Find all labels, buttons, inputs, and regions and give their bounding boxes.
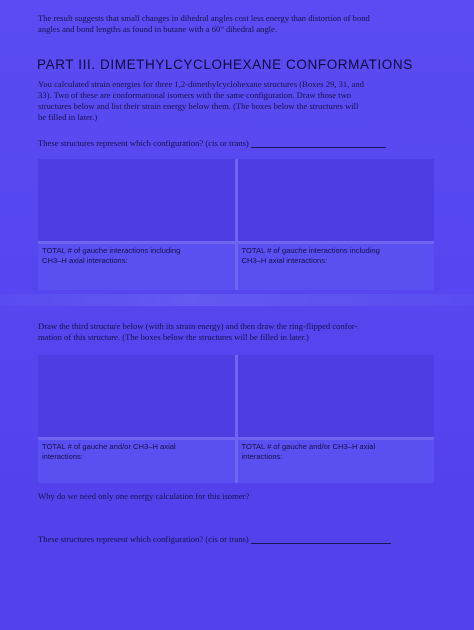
total-box-left-2[interactable] [38, 440, 235, 483]
question-3-text: These structures represent which configuration? (cis or trans) [38, 534, 249, 544]
total-right-2-line-1: TOTAL # of gauche and/or CH3–H axial [241, 442, 376, 451]
structure-box-right-2[interactable] [238, 355, 435, 437]
total-box-right-2[interactable] [238, 440, 435, 483]
answer-line-3[interactable] [251, 543, 391, 544]
structure-boxes-set-1 [38, 159, 434, 290]
part-para-line-4: be filled in later.) [38, 112, 98, 122]
total-left-line-2: CH3–H axial interactions: [42, 256, 128, 265]
part-heading: PART III. DIMETHYLCYCLOHEXANE CONFORMATIONS [37, 57, 413, 72]
part-para-line-3: structures below and list their strain energy below them. (The boxes below the structures will [38, 101, 359, 111]
intro-line-2: angles and bond lengths as found in butane with a 60° dihedral angle. [38, 24, 277, 34]
total-left-line-1: TOTAL # of gauche interactions including [42, 246, 181, 255]
total-left-2-line-1: TOTAL # of gauche and/or CH3–H axial [42, 442, 176, 451]
total-right-line-1: TOTAL # of gauche interactions including [241, 246, 380, 255]
structure-box-left[interactable] [38, 159, 235, 241]
question-3 [38, 534, 448, 545]
part-para-line-1: You calculated strain energies for three 1,2-dimethylcyclohexane structures (Boxes 29, 31, and [38, 79, 364, 89]
answer-line-1[interactable] [251, 147, 386, 148]
intro-text [38, 13, 438, 35]
draw-line-1: Draw the third structure below (with its strain energy) and then draw the ring-flipped confor- [38, 321, 358, 331]
intro-line-1: The result suggests that small changes in dihedral angles cost less energy than distortion of bond [38, 13, 370, 23]
question-2: Why do we need only one energy calculation for this isomer? [38, 491, 250, 501]
light-band [0, 294, 474, 306]
part-para-line-2: 33). Two of these are conformational isomers with the same configuration. Draw those two [38, 90, 352, 100]
total-box-left[interactable] [38, 244, 235, 290]
draw-instruction [38, 321, 436, 343]
total-right-2-line-2: interactions: [241, 452, 283, 461]
total-box-right[interactable] [238, 244, 435, 290]
draw-line-2: mation of this structure. (The boxes below the structures will be filled in later.) [38, 332, 309, 342]
total-right-line-2: CH3–H axial interactions: [241, 256, 328, 265]
structure-box-right[interactable] [238, 159, 435, 241]
part-paragraph [38, 79, 436, 123]
structure-boxes-set-2 [38, 355, 434, 483]
structure-box-left-2[interactable] [38, 355, 235, 437]
question-1-text: These structures represent which configuration? (cis or trans) [38, 138, 249, 148]
question-1 [38, 138, 438, 149]
total-left-2-line-2: interactions: [42, 452, 83, 461]
